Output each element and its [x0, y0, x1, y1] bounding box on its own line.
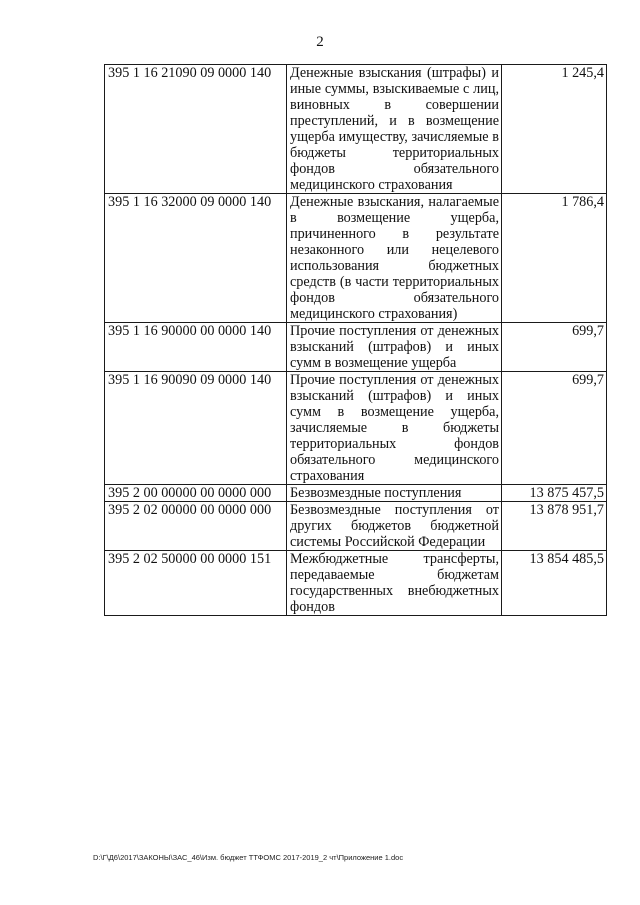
revenue-name-cell: Денежные взыскания, налагаемые в возмещение ущерба, причиненного в результате незаконного или нецелевого использования бюджетных средств (в части территориальных фондов обязательного медицинского страхования): [287, 194, 502, 323]
amount-cell: 13 878 951,7: [502, 502, 607, 551]
budget-code-cell: 395 2 02 50000 00 0000 151: [105, 551, 287, 616]
amount-cell: 13 875 457,5: [502, 485, 607, 502]
amount-cell: 1 786,4: [502, 194, 607, 323]
table-row: [105, 65, 607, 194]
file-path-footer: D:\Г\Д6\2017\ЗАКОНЫ\ЗАС_46\Изм. бюджет ТТФОМС 2017-2019_2 чт\Приложение 1.doc: [93, 853, 404, 862]
amount-cell: 1 245,4: [502, 65, 607, 194]
budget-code-cell: 395 2 02 00000 00 0000 000: [105, 502, 287, 551]
budget-code-cell: 395 1 16 21090 09 0000 140: [105, 65, 287, 194]
table-row: [105, 372, 607, 485]
revenue-name-cell: Безвозмездные поступления: [287, 485, 502, 502]
budget-code-cell: 395 1 16 32000 09 0000 140: [105, 194, 287, 323]
table-row: [105, 194, 607, 323]
revenue-name-cell: Безвозмездные поступления от других бюджетов бюджетной системы Российской Федерации: [287, 502, 502, 551]
budget-code-cell: 395 2 00 00000 00 0000 000: [105, 485, 287, 502]
revenue-name-cell: Прочие поступления от денежных взысканий (штрафов) и иных сумм в возмещение ущерба: [287, 323, 502, 372]
revenue-name-cell: Денежные взыскания (штрафы) и иные суммы, взыскиваемые с лиц, виновных в совершении преступлений, и в возмещение ущерба имуществу, зачисляемые в бюджеты территориальных фондов обязательного медицинского страхования: [287, 65, 502, 194]
budget-code-cell: 395 1 16 90000 00 0000 140: [105, 323, 287, 372]
table-row: [105, 323, 607, 372]
revenue-name-cell: Межбюджетные трансферты, передаваемые бюджетам государственных внебюджетных фондов: [287, 551, 502, 616]
amount-cell: 699,7: [502, 372, 607, 485]
amount-cell: 699,7: [502, 323, 607, 372]
budget-revenue-table: [104, 64, 607, 616]
amount-cell: 13 854 485,5: [502, 551, 607, 616]
table-row: [105, 485, 607, 502]
page-number: 2: [316, 34, 324, 50]
revenue-name-cell: Прочие поступления от денежных взысканий (штрафов) и иных сумм в возмещение ущерба, зачисляемые в бюджеты территориальных фондов обязательного медицинского страхования: [287, 372, 502, 485]
budget-code-cell: 395 1 16 90090 09 0000 140: [105, 372, 287, 485]
table-row: [105, 551, 607, 616]
table-row: [105, 502, 607, 551]
